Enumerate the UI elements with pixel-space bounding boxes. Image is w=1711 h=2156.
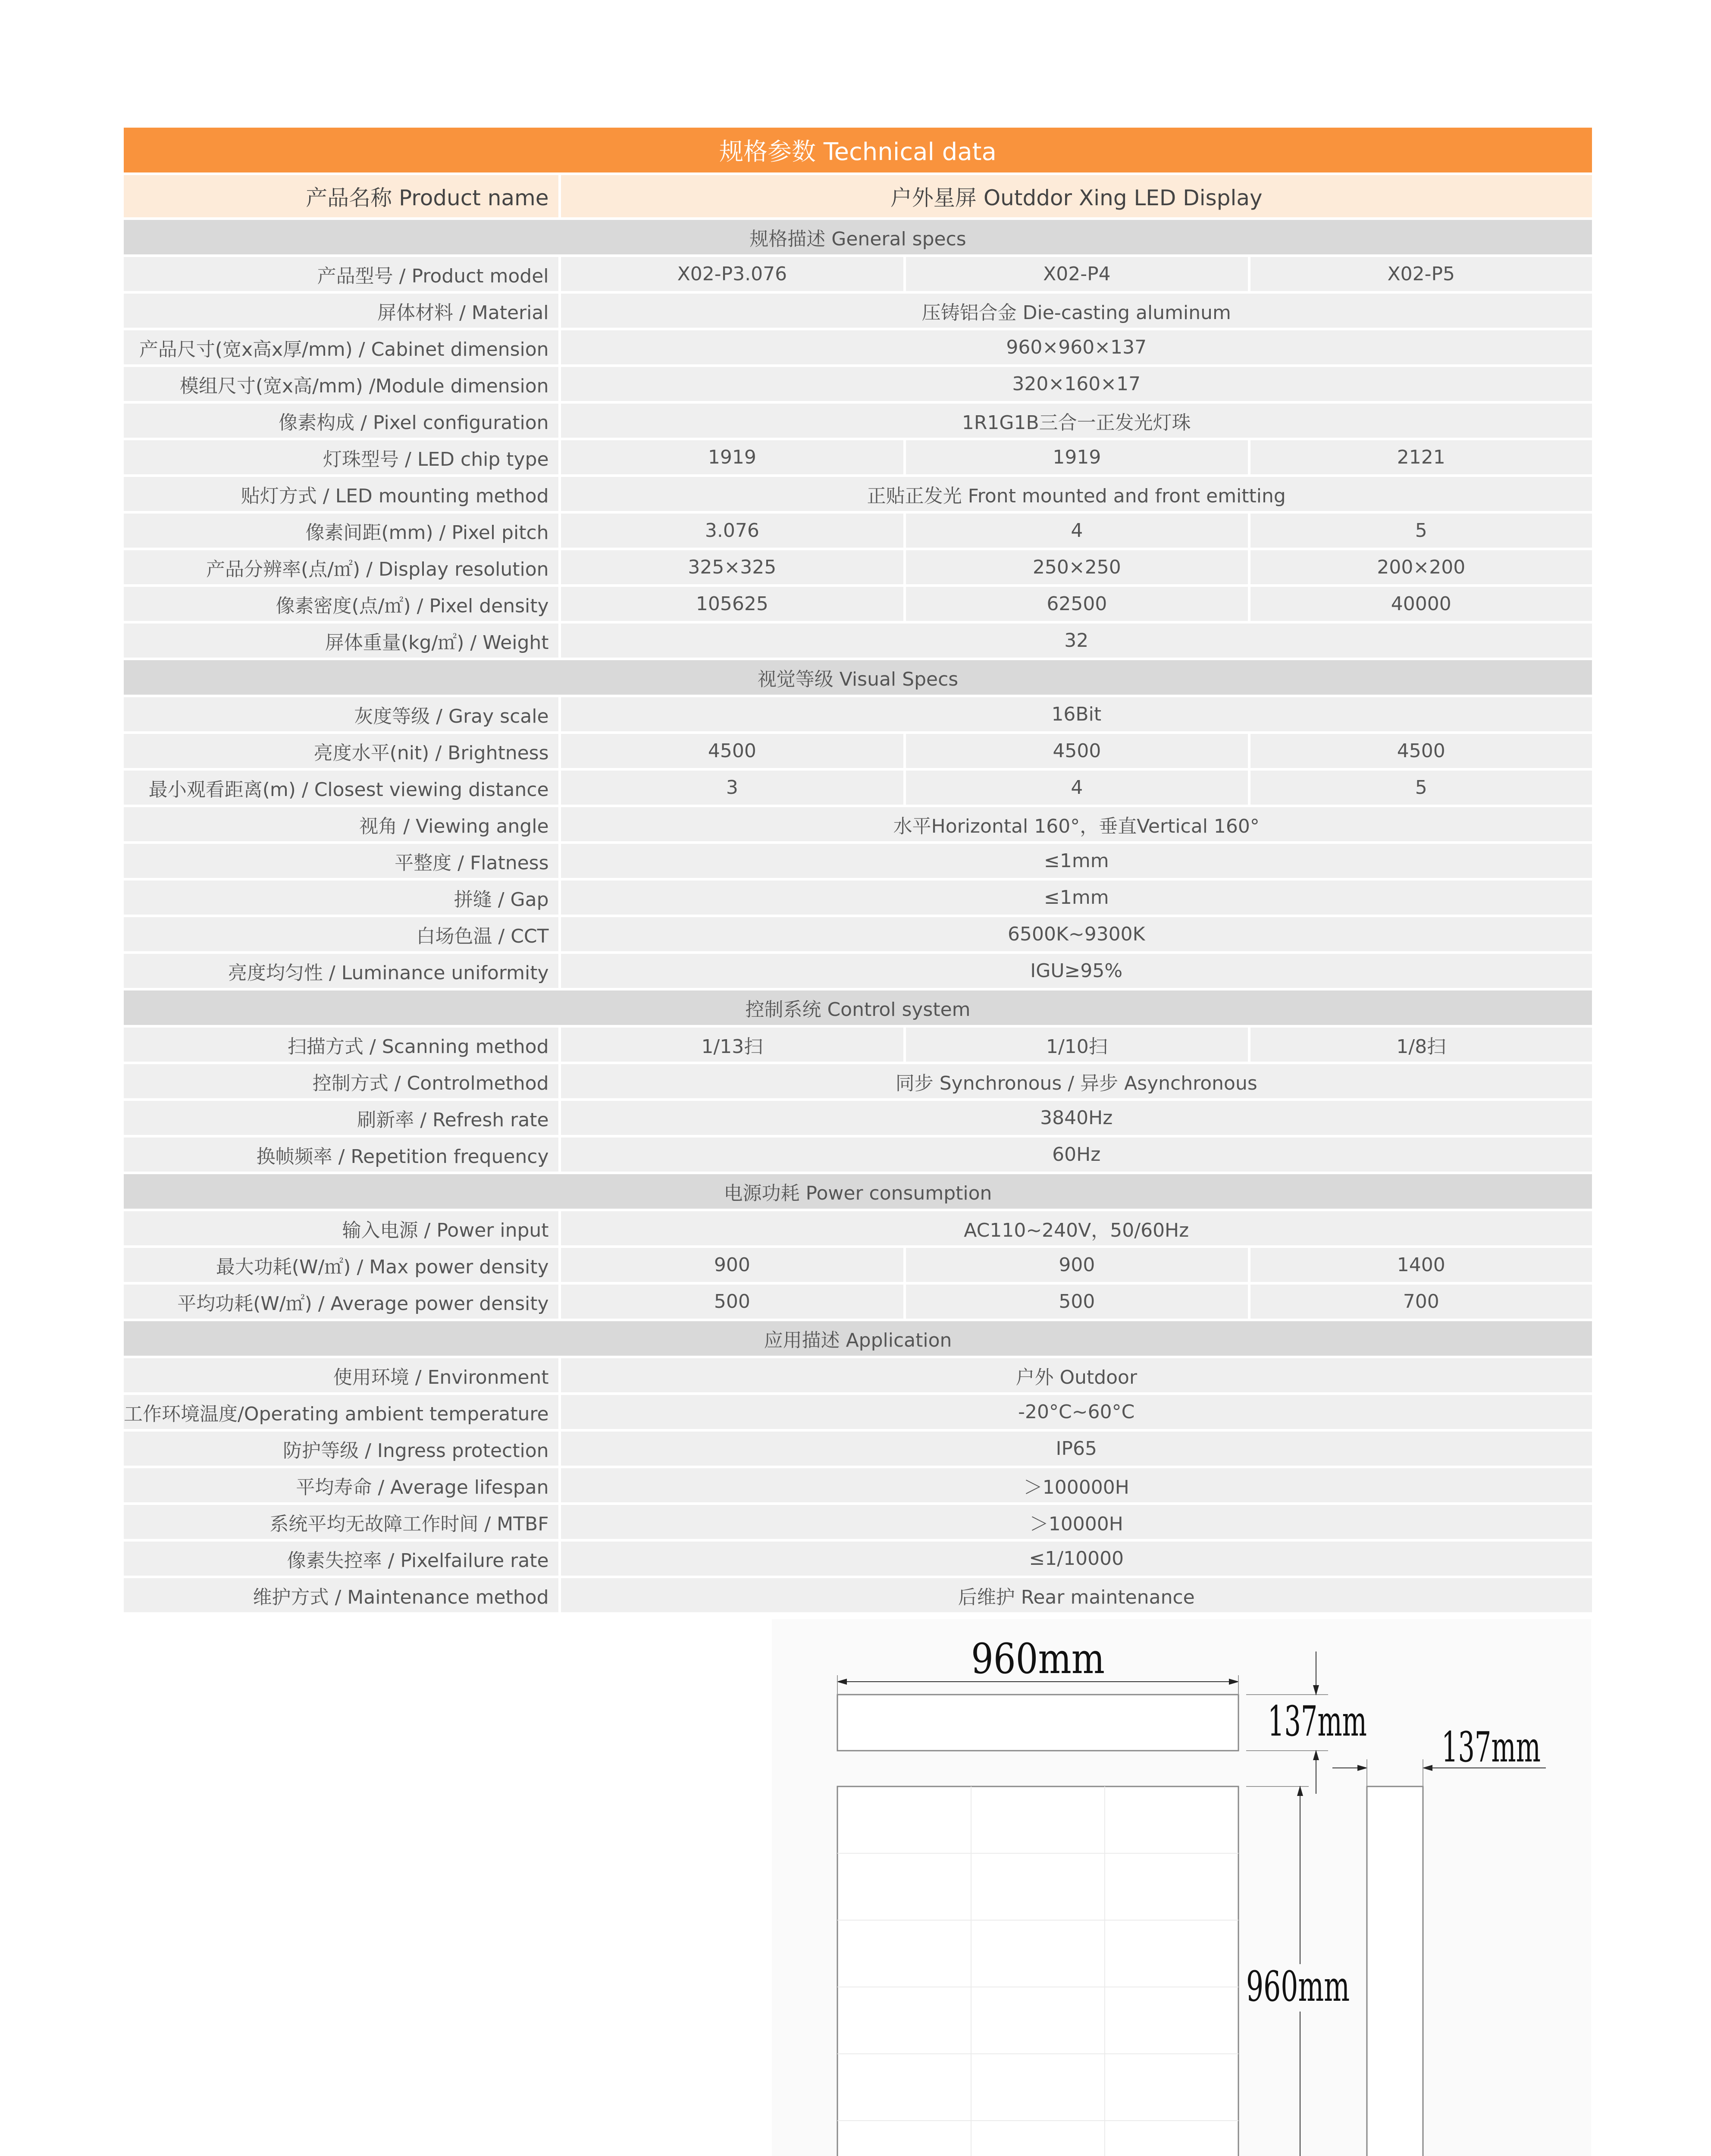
spec-value: 压铸铝合金 Die-casting aluminum	[561, 294, 1592, 328]
spec-row-flatness	[124, 844, 1592, 878]
front-view-rect	[837, 1786, 1238, 2156]
spec-label: 灰度等级 / Gray scale	[124, 697, 561, 731]
spec-value: 960×960×137	[561, 330, 1592, 364]
spec-label: 屏体重量(kg/㎡) / Weight	[124, 624, 561, 658]
spec-value: IP65	[561, 1432, 1592, 1466]
spec-row-brightness	[124, 734, 1592, 768]
spec-value-model-2: 62500	[906, 587, 1250, 621]
spec-value-model-1: 325×325	[561, 550, 906, 584]
spec-row-pixel-density	[124, 587, 1592, 621]
spec-label: 控制方式 / Controlmethod	[124, 1064, 561, 1098]
spec-label: 平均寿命 / Average lifespan	[124, 1468, 561, 1502]
section-header-row	[124, 1321, 1592, 1356]
spec-label: 贴灯方式 / LED mounting method	[124, 477, 561, 511]
spec-row-average-lifespan	[124, 1468, 1592, 1502]
spec-row-gray-scale	[124, 697, 1592, 731]
spec-row-power-input	[124, 1211, 1592, 1245]
spec-row-repetition-frequency	[124, 1138, 1592, 1172]
spec-label: 系统平均无故障工作时间 / MTBF	[124, 1505, 561, 1539]
spec-value-model-1: 900	[561, 1248, 906, 1282]
spec-value: ＞10000H	[561, 1505, 1592, 1539]
spec-row-maintenance-method	[124, 1578, 1592, 1612]
spec-value: AC110~240V，50/60Hz	[561, 1211, 1592, 1245]
spec-label: 产品型号 / Product model	[124, 257, 561, 291]
spec-row-operating-ambient-temperature	[124, 1395, 1592, 1429]
spec-value-model-3: 1400	[1250, 1248, 1592, 1282]
table-title-row	[124, 128, 1592, 172]
spec-row-material	[124, 294, 1592, 328]
spec-value-model-2: 900	[906, 1248, 1250, 1282]
spec-value-model-3: 2121	[1250, 440, 1592, 474]
spec-value-model-2: 4	[906, 514, 1250, 548]
spec-value: 水平Horizontal 160°，垂直Vertical 160°	[561, 807, 1592, 841]
spec-value: 60Hz	[561, 1138, 1592, 1172]
spec-label: 工作环境温度/Operating ambient temperature	[124, 1395, 561, 1429]
spec-label: 最大功耗(W/㎡) / Max power density	[124, 1248, 561, 1282]
spec-value-model-2: 4500	[906, 734, 1250, 768]
spec-label: 使用环境 / Environment	[124, 1358, 561, 1392]
width-dimension-label: 960mm	[971, 1635, 1105, 1683]
spec-row-display-resolution	[124, 550, 1592, 584]
section-title: 规格描述 General specs	[124, 220, 1592, 254]
spec-value-model-2: 1919	[906, 440, 1250, 474]
spec-value-model-3: 4500	[1250, 734, 1592, 768]
section-title: 应用描述 Application	[124, 1321, 1592, 1356]
spec-row-closest-viewing-distance	[124, 771, 1592, 805]
spec-value-model-1: 3	[561, 771, 906, 805]
spec-value: -20°C~60°C	[561, 1395, 1592, 1429]
spec-label: 产品尺寸(宽x高x厚/mm) / Cabinet dimension	[124, 330, 561, 364]
spec-row-pixel-configuration	[124, 404, 1592, 438]
spec-label: 平整度 / Flatness	[124, 844, 561, 878]
spec-label: 白场色温 / CCT	[124, 917, 561, 951]
spec-value: 1R1G1B三合一正发光灯珠	[561, 404, 1592, 438]
spec-label: 产品分辨率(点/㎡) / Display resolution	[124, 550, 561, 584]
spec-value-model-3: 1/8扫	[1250, 1028, 1592, 1062]
spec-value-model-3: 5	[1250, 514, 1592, 548]
spec-value-model-1: 3.076	[561, 514, 906, 548]
spec-row-refresh-rate	[124, 1101, 1592, 1135]
spec-value: IGU≥95%	[561, 954, 1592, 988]
spec-row-cabinet-dimension	[124, 330, 1592, 364]
spec-value: 同步 Synchronous / 异步 Asynchronous	[561, 1064, 1592, 1098]
spec-value: 后维护 Rear maintenance	[561, 1578, 1592, 1612]
section-header-row	[124, 220, 1592, 254]
spec-value-model-2: 250×250	[906, 550, 1250, 584]
dimension-drawing	[772, 1619, 1591, 2156]
spec-value: 6500K~9300K	[561, 917, 1592, 951]
spec-label: 模组尺寸(宽x高/mm) /Module dimension	[124, 367, 561, 401]
spec-label: 输入电源 / Power input	[124, 1211, 561, 1245]
spec-value: 3840Hz	[561, 1101, 1592, 1135]
spec-label: 维护方式 / Maintenance method	[124, 1578, 561, 1612]
spec-row-scanning-method	[124, 1028, 1592, 1062]
section-header-row	[124, 1174, 1592, 1209]
spec-table	[124, 125, 1592, 1615]
spec-value: 320×160×17	[561, 367, 1592, 401]
spec-label: 最小观看距离(m) / Closest viewing distance	[124, 771, 561, 805]
spec-value-model-2: X02-P4	[906, 257, 1250, 291]
spec-value: ≤1mm	[561, 881, 1592, 915]
spec-value-model-3: 40000	[1250, 587, 1592, 621]
spec-row-module-dimension	[124, 367, 1592, 401]
spec-row-controlmethod	[124, 1064, 1592, 1098]
spec-label: 视角 / Viewing angle	[124, 807, 561, 841]
spec-value-model-3: X02-P5	[1250, 257, 1592, 291]
spec-value-model-1: 1919	[561, 440, 906, 474]
spec-label: 像素构成 / Pixel configuration	[124, 404, 561, 438]
product-name-label: 产品名称 Product name	[124, 175, 561, 217]
spec-value-model-1: 4500	[561, 734, 906, 768]
section-title: 视觉等级 Visual Specs	[124, 660, 1592, 695]
spec-label: 灯珠型号 / LED chip type	[124, 440, 561, 474]
spec-value-model-1: X02-P3.076	[561, 257, 906, 291]
spec-value-model-3: 700	[1250, 1285, 1592, 1319]
spec-label: 防护等级 / Ingress protection	[124, 1432, 561, 1466]
top-view-rect	[837, 1695, 1238, 1751]
spec-row-average-power-density	[124, 1285, 1592, 1319]
spec-row-led-mounting-method	[124, 477, 1592, 511]
depth-dimension-label-top: 137mm	[1268, 1697, 1367, 1745]
spec-row-cct	[124, 917, 1592, 951]
spec-value-model-1: 105625	[561, 587, 906, 621]
spec-value-model-1: 500	[561, 1285, 906, 1319]
spec-label: 平均功耗(W/㎡) / Average power density	[124, 1285, 561, 1319]
spec-value: 正贴正发光 Front mounted and front emitting	[561, 477, 1592, 511]
product-name-value: 户外星屏 Outddor Xing LED Display	[561, 175, 1592, 217]
spec-label: 拼缝 / Gap	[124, 881, 561, 915]
spec-row-weight	[124, 624, 1592, 658]
spec-label: 屏体材料 / Material	[124, 294, 561, 328]
dimension-drawing-svg	[772, 1619, 1591, 2156]
spec-value-model-3: 5	[1250, 771, 1592, 805]
section-title: 控制系统 Control system	[124, 990, 1592, 1025]
spec-value: ≤1/10000	[561, 1542, 1592, 1576]
depth-dimension-label-side: 137mm	[1442, 1723, 1541, 1771]
spec-value-model-2: 4	[906, 771, 1250, 805]
spec-label: 换帧频率 / Repetition frequency	[124, 1138, 561, 1172]
spec-row-pixelfailure-rate	[124, 1542, 1592, 1576]
spec-row-product-model	[124, 257, 1592, 291]
spec-row-viewing-angle	[124, 807, 1592, 841]
spec-row-max-power-density	[124, 1248, 1592, 1282]
spec-value: 16Bit	[561, 697, 1592, 731]
spec-value-model-2: 500	[906, 1285, 1250, 1319]
spec-value: ≤1mm	[561, 844, 1592, 878]
spec-label: 亮度水平(nit) / Brightness	[124, 734, 561, 768]
spec-row-gap	[124, 881, 1592, 915]
spec-row-mtbf	[124, 1505, 1592, 1539]
spec-value: 户外 Outdoor	[561, 1358, 1592, 1392]
spec-value: 32	[561, 624, 1592, 658]
spec-value-model-1: 1/13扫	[561, 1028, 906, 1062]
spec-row-pixel-pitch	[124, 514, 1592, 548]
section-header-row	[124, 660, 1592, 695]
section-header-row	[124, 990, 1592, 1025]
spec-row-luminance-uniformity	[124, 954, 1592, 988]
side-view-rect	[1367, 1786, 1423, 2156]
height-dimension-label: 960mm	[1246, 1962, 1350, 2011]
table-title: 规格参数 Technical data	[124, 128, 1592, 172]
spec-value-model-2: 1/10扫	[906, 1028, 1250, 1062]
spec-label: 像素间距(mm) / Pixel pitch	[124, 514, 561, 548]
spec-value-model-3: 200×200	[1250, 550, 1592, 584]
section-title: 电源功耗 Power consumption	[124, 1174, 1592, 1209]
spec-row-led-chip-type	[124, 440, 1592, 474]
spec-label: 亮度均匀性 / Luminance uniformity	[124, 954, 561, 988]
spec-label: 像素密度(点/㎡) / Pixel density	[124, 587, 561, 621]
product-name-row	[124, 175, 1592, 217]
spec-label: 像素失控率 / Pixelfailure rate	[124, 1542, 561, 1576]
spec-row-environment	[124, 1358, 1592, 1392]
spec-value: ＞100000H	[561, 1468, 1592, 1502]
spec-label: 刷新率 / Refresh rate	[124, 1101, 561, 1135]
spec-row-ingress-protection	[124, 1432, 1592, 1466]
spec-label: 扫描方式 / Scanning method	[124, 1028, 561, 1062]
